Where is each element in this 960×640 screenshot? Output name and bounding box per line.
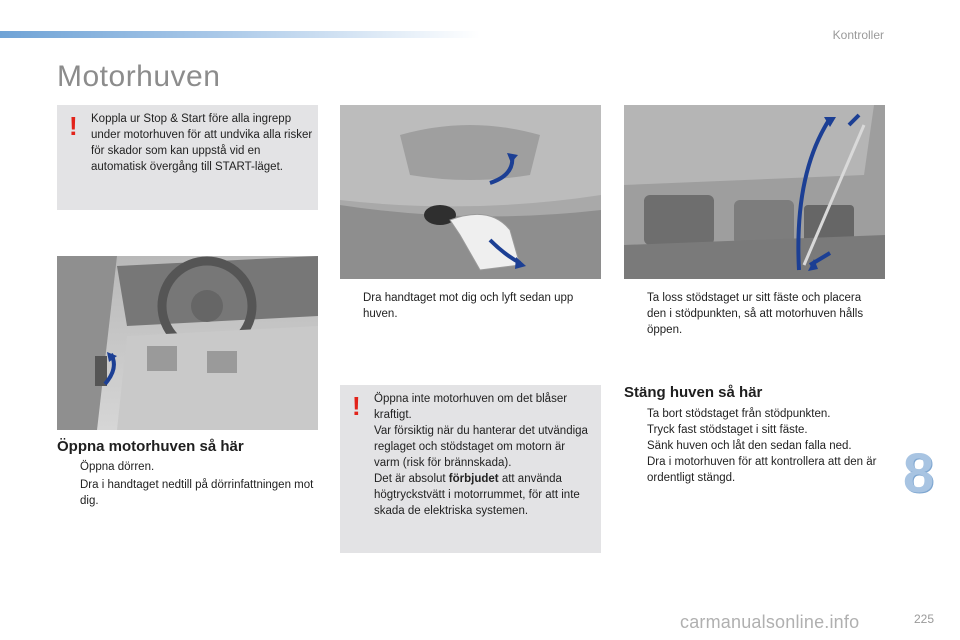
hood-handle-image [340, 105, 601, 279]
close-step-4: Dra i motorhuven för att kontrollera att den är ordentligt stängd. [647, 456, 877, 484]
open-step-4: Ta loss stödstaget ur sitt fäste och placera den i stödpunkten, så att motorhuven hålls öppen. [647, 292, 864, 336]
engine-bay-strut-image [624, 105, 885, 279]
section-label: Kontroller [832, 28, 884, 42]
close-step-1: Ta bort stödstaget från stödpunkten. [647, 408, 831, 420]
watermark: carmanualsonline.info [680, 612, 860, 632]
close-step-3: Sänk huven och låt den sedan falla ned. [647, 440, 852, 452]
open-hood-heading: Öppna motorhuven så här [57, 438, 244, 455]
page-title: Motorhuven [57, 60, 221, 93]
warning-box-wind [340, 385, 601, 553]
page-number: 225 [914, 612, 935, 626]
open-step-1: Öppna dörren. [80, 461, 155, 473]
open-step-3: Dra handtaget mot dig och lyft sedan upp huven. [363, 292, 574, 320]
header-accent-bar [0, 31, 480, 38]
warning-icon: ! [69, 111, 78, 141]
interior-release-lever-image [57, 256, 318, 430]
warning-box-stop-start [57, 105, 318, 210]
warning-icon: ! [352, 391, 361, 421]
warning-text: Koppla ur Stop & Start före alla ingrepp under motorhuven för att undvika alla risker för skador som kan uppstå vid en automatisk övergång till START-läget. [91, 113, 313, 173]
warning-text: Öppna inte motorhuven om det blåser kraftigt. Var försiktig när du hanterar det utvändiga reglaget och stödstaget om motorn är varm (risk för brännskada). Det är absolut förbjudet att använda högtryckstvätt i motorrummet, för att inte skada de elektriska systemen. [374, 393, 588, 517]
close-hood-heading: Stäng huven så här [624, 384, 763, 401]
close-step-2: Tryck fast stödstaget i sitt fäste. [647, 424, 808, 436]
open-step-2: Dra i handtaget nedtill på dörrinfattningen mot dig. [80, 479, 314, 507]
chapter-number: 8 [903, 441, 935, 504]
